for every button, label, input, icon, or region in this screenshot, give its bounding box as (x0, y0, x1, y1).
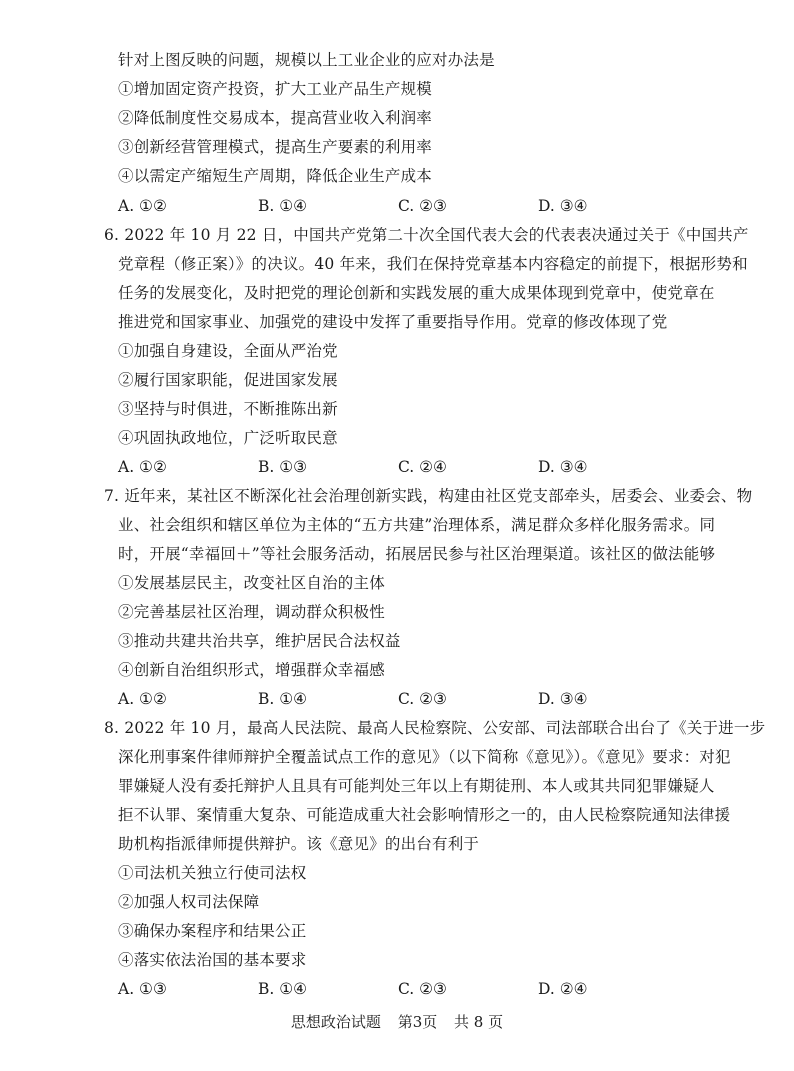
q8-item-4: ④落实依法治国的基本要求 (118, 951, 307, 969)
q8-item-2: ②加强人权司法保障 (118, 893, 260, 911)
q5-option-a: A. ①② (118, 197, 167, 215)
q8-stem-line-5: 助机构指派律师提供辩护。该《意见》的出台有利于 (118, 835, 480, 853)
q8-stem-line-1: 8. 2022 年 10 月，最高人民法院、最高人民检察院、公安部、司法部联合出台了《关于进一步 (104, 719, 766, 737)
q7-option-a: A. ①② (118, 690, 167, 708)
q6-option-a: A. ①② (118, 458, 167, 476)
q5-item-2: ②降低制度性交易成本，提高营业收入利润率 (118, 109, 433, 127)
q5-options (118, 196, 678, 216)
q6-option-c: C. ②④ (398, 458, 447, 476)
footer-page-number: 第3页 (397, 1013, 438, 1031)
q8-stem-line-2: 深化刑事案件律师辩护全覆盖试点工作的意见》（以下简称《意见》）。《意见》要求：对犯 (118, 748, 731, 766)
q5-item-1: ①增加固定资产投资，扩大工业产品生产规模 (118, 80, 433, 98)
q6-option-b: B. ①③ (258, 458, 308, 476)
q6-item-1: ①加强自身建设，全面从严治党 (118, 342, 338, 360)
footer-total-pages: 共 8 页 (454, 1013, 504, 1031)
q6-stem-line-2: 党章程（修正案）》的决议。40 年来，我们在保持党章基本内容稳定的前提下，根据形势和 (118, 255, 748, 273)
q7-option-b: B. ①④ (258, 690, 308, 708)
q7-stem-line-3: 时，开展“幸福回＋”等社会服务活动，拓展居民参与社区治理渠道。该社区的做法能够 (118, 545, 716, 563)
q6-stem-line-1: 6. 2022 年 10 月 22 日，中国共产党第二十次全国代表大会的代表表决通过关于《中国共产 (104, 226, 749, 244)
q8-option-c: C. ②③ (398, 980, 447, 998)
q6-option-d: D. ③④ (538, 458, 588, 476)
q6-item-3: ③坚持与时俱进，不断推陈出新 (118, 400, 338, 418)
page-footer (0, 1012, 794, 1032)
q8-options (118, 979, 678, 999)
q6-options (118, 457, 678, 477)
q5-stem: 针对上图反映的问题，规模以上工业企业的应对办法是 (118, 51, 495, 69)
q8-stem-line-4: 拒不认罪、案情重大复杂、可能造成重大社会影响情形之一的，由人民检察院通知法律援 (118, 806, 731, 824)
q7-stem-line-2: 业、社会组织和辖区单位为主体的“五方共建”治理体系，满足群众多样化服务需求。同 (118, 516, 716, 534)
q7-option-d: D. ③④ (538, 690, 588, 708)
q5-option-c: C. ②③ (398, 197, 447, 215)
q7-item-1: ①发展基层民主，改变社区自治的主体 (118, 574, 385, 592)
q6-item-4: ④巩固执政地位，广泛听取民意 (118, 429, 338, 447)
q6-stem-line-4: 推进党和国家事业、加强党的建设中发挥了重要指导作用。党章的修改体现了党 (118, 313, 668, 331)
footer-subject: 思想政治试题 (290, 1013, 381, 1031)
q7-option-c: C. ②③ (398, 690, 447, 708)
q8-stem-line-3: 罪嫌疑人没有委托辩护人且具有可能判处三年以上有期徒刑、本人或其共同犯罪嫌疑人 (118, 777, 715, 795)
q5-option-b: B. ①④ (258, 197, 308, 215)
q7-item-2: ②完善基层社区治理，调动群众积极性 (118, 603, 385, 621)
q6-item-2: ②履行国家职能，促进国家发展 (118, 371, 338, 389)
q7-item-4: ④创新自治组织形式，增强群众幸福感 (118, 661, 385, 679)
q7-stem-line-1: 7. 近年来，某社区不断深化社会治理创新实践，构建由社区党支部牵头，居委会、业委会、物 (104, 487, 753, 505)
q5-item-4: ④以需定产缩短生产周期，降低企业生产成本 (118, 167, 433, 185)
q8-item-3: ③确保办案程序和结果公正 (118, 922, 307, 940)
q7-item-3: ③推动共建共治共享，维护居民合法权益 (118, 632, 401, 650)
q8-option-b: B. ①④ (258, 980, 308, 998)
q6-stem-line-3: 任务的发展变化，及时把党的理论创新和实践发展的重大成果体现到党章中，使党章在 (118, 284, 715, 302)
q7-options (118, 689, 678, 709)
q8-option-a: A. ①③ (118, 980, 167, 998)
q5-item-3: ③创新经营管理模式，提高生产要素的利用率 (118, 138, 433, 156)
q8-option-d: D. ②④ (538, 980, 588, 998)
q8-item-1: ①司法机关独立行使司法权 (118, 864, 307, 882)
q5-option-d: D. ③④ (538, 197, 588, 215)
